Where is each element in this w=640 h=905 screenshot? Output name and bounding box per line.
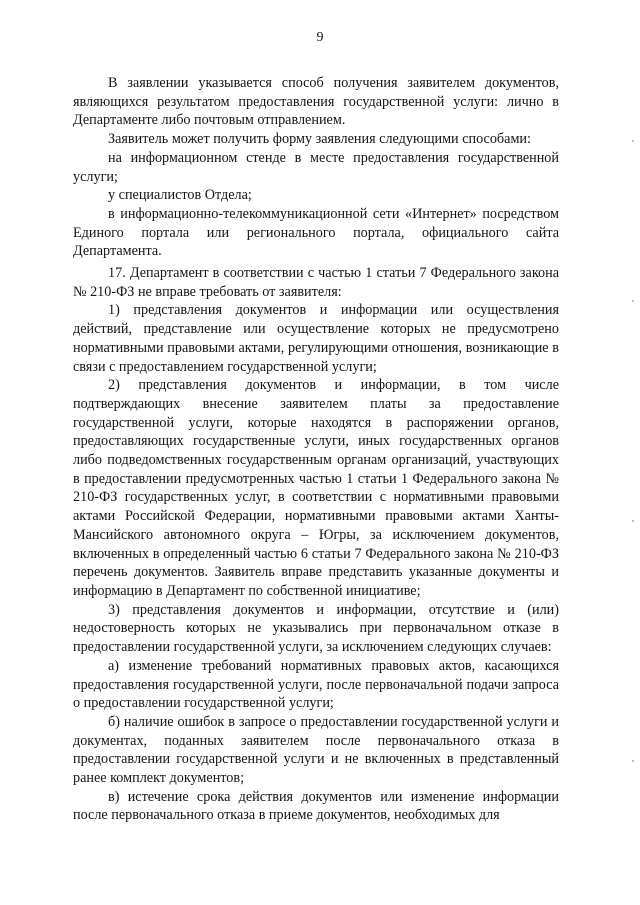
paragraph: Заявитель может получить форму заявления следующими способами: [108, 131, 531, 148]
paragraph: б) наличие ошибок в запросе о предоставлении государственной услуги и документах, поданных заявителем после первоначального отказа в предоставлении государственной услуги и не включенных в представленный ранее комплект документов; [73, 713, 559, 787]
scan-speck [632, 300, 634, 302]
paragraph: а) изменение требований нормативных правовых актов, касающихся предоставления государственной услуги, после первоначальной подачи запроса о предоставлении государственной услуги; [73, 657, 559, 712]
page-number: 9 [316, 30, 324, 45]
scan-speck [632, 520, 634, 522]
scan-speck [632, 140, 634, 142]
paragraph: в информационно-телекоммуникационной сети «Интернет» посредством Единого портала или регионального портала, официального сайта Департамента. [73, 205, 559, 260]
paragraph: на информационном стенде в месте предоставления государственной услуги; [73, 149, 559, 185]
document-body [73, 74, 559, 825]
paragraph: у специалистов Отдела; [108, 187, 252, 204]
scan-speck [632, 760, 634, 762]
paragraph: в) истечение срока действия документов или изменение информации после первоначального отказа в приеме документов, необходимых для [73, 788, 559, 824]
paragraph: 17. Департамент в соответствии с частью 1 статьи 7 Федерального закона № 210-ФЗ не вправе требовать от заявителя: [73, 265, 559, 300]
paragraph: В заявлении указывается способ получения заявителем документов, являющихся результатом предоставления государственной услуги: лично в Департаменте либо почтовым отправлением. [73, 75, 559, 129]
paragraph: 3) представления документов и информации, отсутствие и (или) недостоверность которых не указывались при первоначальном отказе в предоставлении государственной услуги, за исключением следующих случаев: [73, 601, 559, 656]
paragraph: 1) представления документов и информации или осуществления действий, представление или осуществление которых не предусмотрено нормативными правовыми актами, регулирующими отношения, возникающие в связи с предоставлением государственной услуги; [73, 302, 559, 375]
paragraph: 2) представления документов и информации, в том числе подтверждающих внесение заявителем платы за предоставление государственной услуги, которые находятся в распоряжении органов, предоставляющих государственные услуги, иных государственных органов либо подведомственных государственным органам организаций, участвующих в предоставлении предусмотренных частью 1 статьи 1 Федерального закона № 210-ФЗ государственных услуг, в соответствии с нормативными правовыми актами Российской Федерации, нормативными правовыми актами Ханты-Мансийского автономного округа – Югры, за исключением документов, включенных в определенный частью 6 статьи 7 Федерального закона № 210-ФЗ перечень документов. Заявитель вправе представить указанные документы и информацию в Департамент по собственной инициативе; [73, 377, 559, 599]
